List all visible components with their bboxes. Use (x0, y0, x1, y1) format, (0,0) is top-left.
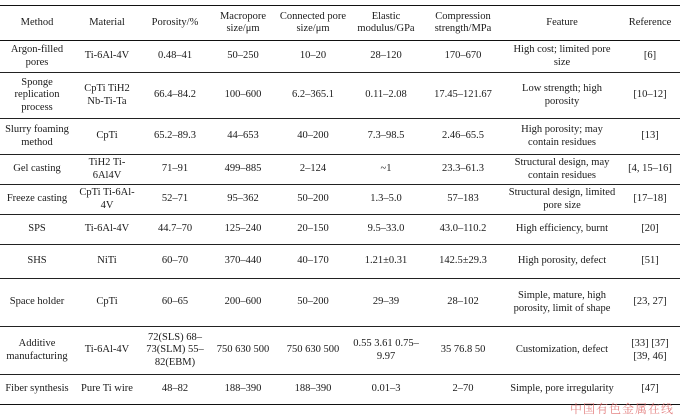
cell-porosity: 60–65 (140, 279, 210, 327)
cell-method: Gel casting (0, 155, 74, 185)
cell-macro: 50–250 (210, 41, 276, 73)
table-row (0, 185, 680, 215)
cell-feature: Simple, mature, high porosity, limit of shape (504, 279, 620, 327)
cell-modulus: 0.55 3.61 0.75–9.97 (350, 327, 422, 375)
cell-feature: Structural design, may contain residues (504, 155, 620, 185)
cell-method: Fiber synthesis (0, 375, 74, 405)
cell-porosity: 71–91 (140, 155, 210, 185)
table-row (0, 279, 680, 327)
cell-macro: 100–600 (210, 73, 276, 119)
cell-ref: [17–18] (620, 185, 680, 215)
cell-material: Ti-6Al-4V (74, 215, 140, 245)
cell-strength: 28–102 (422, 279, 504, 327)
cell-ref: [23, 27] (620, 279, 680, 327)
cell-method: SPS (0, 215, 74, 245)
cell-macro: 44–653 (210, 119, 276, 155)
cell-feature: Customization, defect (504, 327, 620, 375)
cell-ref: [13] (620, 119, 680, 155)
cell-connected: 2–124 (276, 155, 350, 185)
cell-macro: 188–390 (210, 375, 276, 405)
cell-material: CpTi (74, 119, 140, 155)
cell-ref: [6] (620, 41, 680, 73)
cell-modulus: 29–39 (350, 279, 422, 327)
cell-macro: 370–440 (210, 245, 276, 279)
cell-porosity: 72(SLS) 68–73(SLM) 55–82(EBM) (140, 327, 210, 375)
cell-macro: 499–885 (210, 155, 276, 185)
cell-connected: 40–200 (276, 119, 350, 155)
cell-porosity: 66.4–84.2 (140, 73, 210, 119)
cell-strength: 35 76.8 50 (422, 327, 504, 375)
cell-modulus: 9.5–33.0 (350, 215, 422, 245)
cell-method: Additive manufacturing (0, 327, 74, 375)
table-row (0, 41, 680, 73)
cell-connected: 188–390 (276, 375, 350, 405)
cell-porosity: 48–82 (140, 375, 210, 405)
cell-material: NiTi (74, 245, 140, 279)
cell-modulus: 1.3–5.0 (350, 185, 422, 215)
cell-porosity: 44.7–70 (140, 215, 210, 245)
cell-material: CpTi TiH2 Nb-Ti-Ta (74, 73, 140, 119)
header-porosity: Porosity/% (140, 6, 210, 41)
watermark: 中国有色金属在线 (569, 402, 674, 416)
cell-strength: 2.46–65.5 (422, 119, 504, 155)
cell-ref: [4, 15–16] (620, 155, 680, 185)
cell-connected: 750 630 500 (276, 327, 350, 375)
cell-feature: Low strength; high porosity (504, 73, 620, 119)
cell-connected: 6.2–365.1 (276, 73, 350, 119)
cell-porosity: 60–70 (140, 245, 210, 279)
cell-strength: 142.5±29.3 (422, 245, 504, 279)
cell-connected: 20–150 (276, 215, 350, 245)
cell-method: Space holder (0, 279, 74, 327)
header-macropore: Macropore size/μm (210, 6, 276, 41)
table-row (0, 119, 680, 155)
cell-feature: High porosity, defect (504, 245, 620, 279)
cell-ref: [51] (620, 245, 680, 279)
cell-ref: [20] (620, 215, 680, 245)
cell-feature: High cost; limited pore size (504, 41, 620, 73)
header-material: Material (74, 6, 140, 41)
cell-porosity: 0.48–41 (140, 41, 210, 73)
cell-macro: 95–362 (210, 185, 276, 215)
cell-method: Sponge replication process (0, 73, 74, 119)
cell-ref: [10–12] (620, 73, 680, 119)
header-elastic-modulus: Elastic modulus/GPa (350, 6, 422, 41)
header-connected-pore: Connected pore size/μm (276, 6, 350, 41)
cell-feature: Structural design, limited pore size (504, 185, 620, 215)
table-header-row (0, 6, 680, 41)
cell-material: Pure Ti wire (74, 375, 140, 405)
table-row (0, 327, 680, 375)
porous-titanium-methods-table (0, 5, 680, 405)
cell-modulus: 7.3–98.5 (350, 119, 422, 155)
cell-method: Freeze casting (0, 185, 74, 215)
table-row (0, 245, 680, 279)
cell-porosity: 65.2–89.3 (140, 119, 210, 155)
header-feature: Feature (504, 6, 620, 41)
table-row (0, 73, 680, 119)
cell-modulus: ~1 (350, 155, 422, 185)
cell-ref: [47] (620, 375, 680, 405)
cell-modulus: 28–120 (350, 41, 422, 73)
cell-feature: Simple, pore irregularity (504, 375, 620, 405)
cell-macro: 125–240 (210, 215, 276, 245)
cell-macro: 200–600 (210, 279, 276, 327)
cell-connected: 50–200 (276, 279, 350, 327)
cell-macro: 750 630 500 (210, 327, 276, 375)
cell-strength: 170–670 (422, 41, 504, 73)
header-reference: Reference (620, 6, 680, 41)
cell-modulus: 1.21±0.31 (350, 245, 422, 279)
cell-method: Slurry foaming method (0, 119, 74, 155)
cell-material: TiH2 Ti-6Al4V (74, 155, 140, 185)
cell-material: Ti-6Al-4V (74, 327, 140, 375)
cell-ref: [33] [37] [39, 46] (620, 327, 680, 375)
cell-strength: 57–183 (422, 185, 504, 215)
cell-strength: 23.3–61.3 (422, 155, 504, 185)
cell-method: Argon-filled pores (0, 41, 74, 73)
cell-strength: 2–70 (422, 375, 504, 405)
cell-feature: High efficiency, burnt (504, 215, 620, 245)
cell-material: Ti-6Al-4V (74, 41, 140, 73)
cell-method: SHS (0, 245, 74, 279)
cell-connected: 50–200 (276, 185, 350, 215)
cell-material: CpTi Ti-6Al-4V (74, 185, 140, 215)
cell-feature: High porosity; may contain residues (504, 119, 620, 155)
table-row (0, 155, 680, 185)
table-row (0, 215, 680, 245)
cell-strength: 17.45–121.67 (422, 73, 504, 119)
cell-modulus: 0.11–2.08 (350, 73, 422, 119)
header-method: Method (0, 6, 74, 41)
header-compression-strength: Compression strength/MPa (422, 6, 504, 41)
cell-material: CpTi (74, 279, 140, 327)
cell-connected: 10–20 (276, 41, 350, 73)
cell-porosity: 52–71 (140, 185, 210, 215)
cell-connected: 40–170 (276, 245, 350, 279)
cell-strength: 43.0–110.2 (422, 215, 504, 245)
cell-modulus: 0.01–3 (350, 375, 422, 405)
